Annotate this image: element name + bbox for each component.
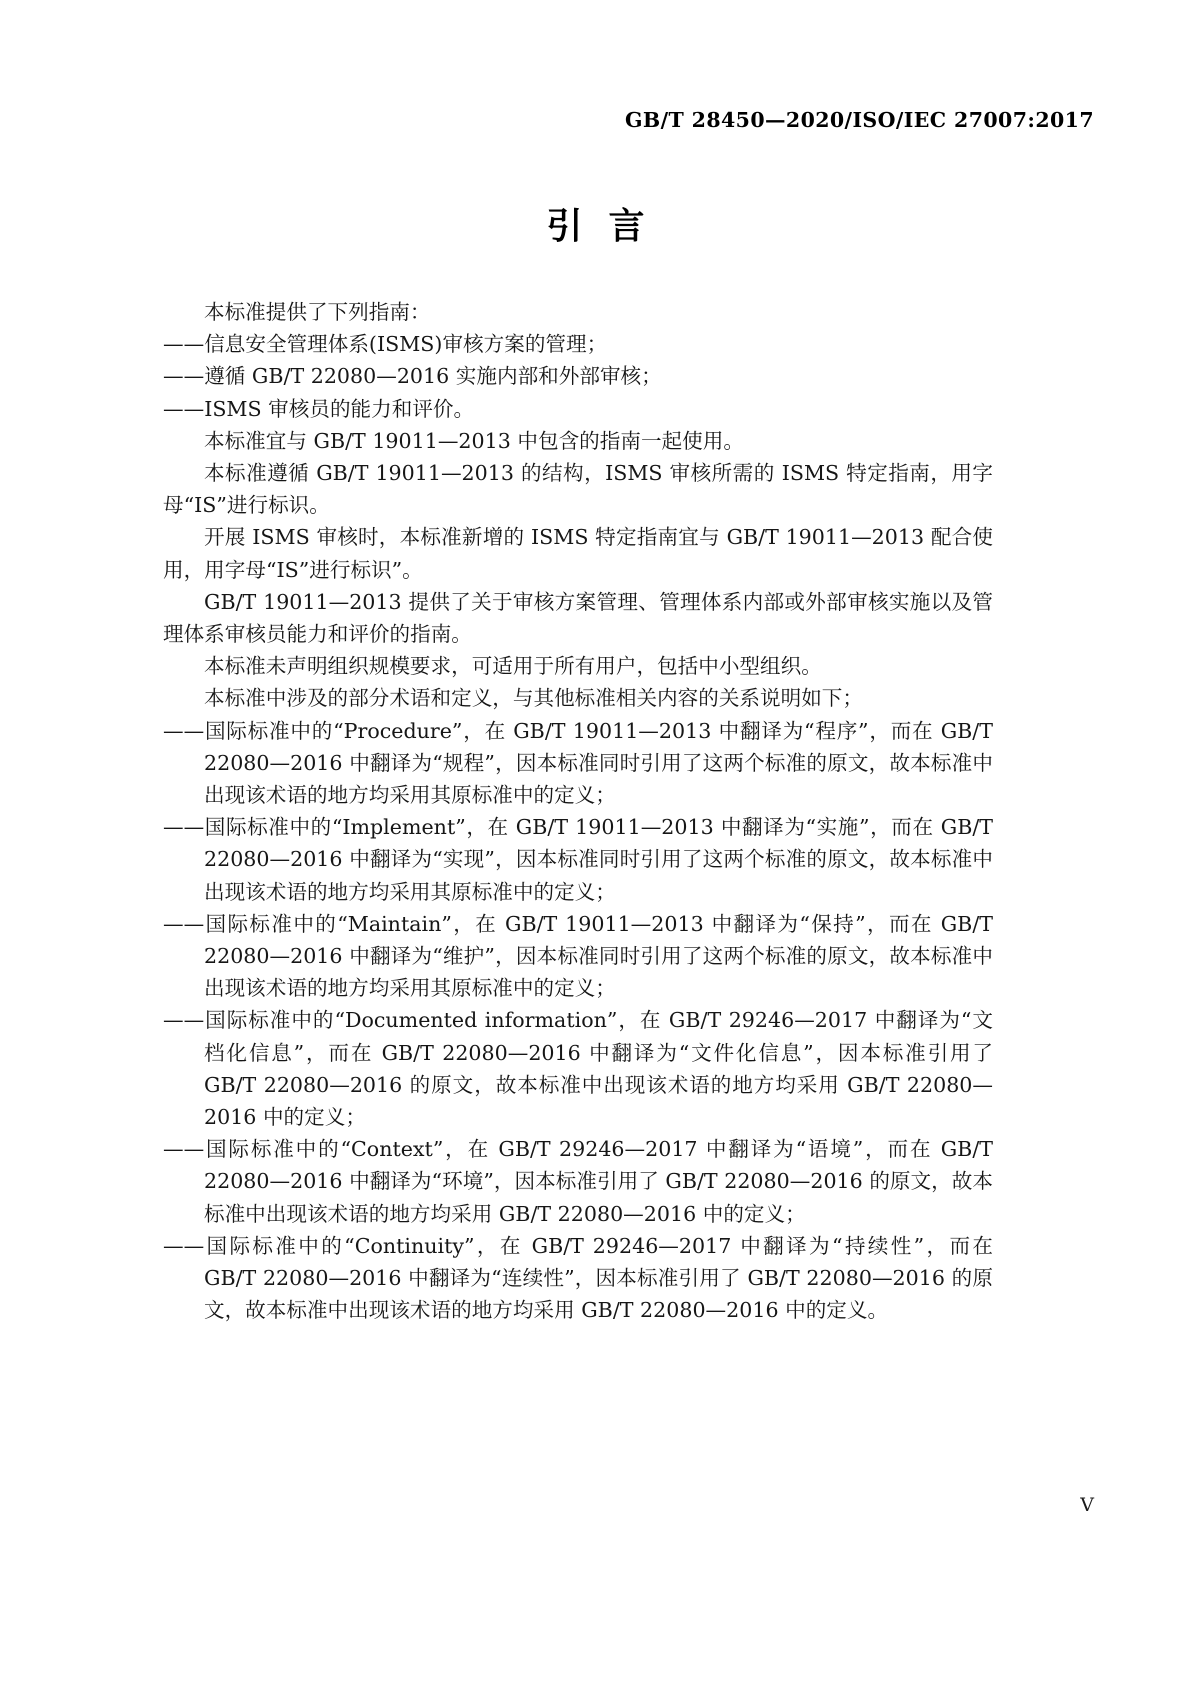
lead-list-item: ——ISMS 审核员的能力和评价。 [163, 396, 475, 421]
page-number: V [1080, 1494, 1094, 1516]
body-paragraph: GB/T 19011—2013 提供了关于审核方案管理、管理体系内部或外部审核实施以及管理体系审核员能力和评价的指南。 [163, 589, 993, 647]
running-header: GB/T 28450—2020/ISO/IEC 27007:2017 [624, 108, 1094, 132]
body-text [163, 296, 993, 1327]
term-list-item: ——国际标准中的“Documented information”，在 GB/T 29246—2017 中翻译为“文档化信息”，而在 GB/T 22080—2016 中翻译为“文件化信息”，因本标准引用了 GB/T 22080—2016 的原文，故本标准中出现该术语的地方均采用 GB/T 22080—2016 中的定义； [163, 1008, 993, 1130]
lead-list-item: ——信息安全管理体系(ISMS)审核方案的管理； [163, 332, 608, 357]
body-paragraph: 本标准遵循 GB/T 19011—2013 的结构，ISMS 审核所需的 ISMS 特定指南，用字母“IS”进行标识。 [163, 461, 993, 518]
term-list-item: ——国际标准中的“Maintain”，在 GB/T 19011—2013 中翻译为“保持”，而在 GB/T 22080—2016 中翻译为“维护”，因本标准同时引用了这两个标准的原文，故本标准中出现该术语的地方均采用其原标准中的定义； [163, 911, 993, 1001]
intro-lead-paragraph: 本标准提供了下列指南： [204, 300, 431, 324]
term-list-item: ——国际标准中的“Continuity”，在 GB/T 29246—2017 中翻译为“持续性”，而在 GB/T 22080—2016 中翻译为“连续性”，因本标准引用了 GB/T 22080—2016 的原文，故本标准中出现该术语的地方均采用 GB/T 22080—2016 中的定义。 [163, 1233, 993, 1323]
page-title: 引言 [546, 206, 671, 247]
body-paragraph: 本标准未声明组织规模要求，可适用于所有用户，包括中小型组织。 [204, 654, 822, 679]
term-list-item: ——国际标准中的“Implement”，在 GB/T 19011—2013 中翻译为“实施”，而在 GB/T 22080—2016 中翻译为“实现”，因本标准同时引用了这两个标准的原文，故本标准中出现该术语的地方均采用其原标准中的定义； [163, 815, 993, 904]
body-paragraph: 本标准宜与 GB/T 19011—2013 中包含的指南一起使用。 [204, 428, 744, 453]
term-list-item: ——国际标准中的“Context”，在 GB/T 29246—2017 中翻译为“语境”，而在 GB/T 22080—2016 中翻译为“环境”，因本标准引用了 GB/T 22080—2016 的原文，故本标准中出现该术语的地方均采用 GB/T 22080—2016 中的定义； [163, 1137, 993, 1226]
term-list-item: ——国际标准中的“Procedure”，在 GB/T 19011—2013 中翻译为“程序”，而在 GB/T 22080—2016 中翻译为“规程”，因本标准同时引用了这两个标准的原文，故本标准中出现该术语的地方均采用其原标准中的定义； [163, 718, 993, 808]
lead-list-item: ——遵循 GB/T 22080—2016 实施内部和外部审核； [163, 364, 662, 389]
body-paragraph: 开展 ISMS 审核时，本标准新增的 ISMS 特定指南宜与 GB/T 19011—2013 配合使用，用字母“IS”进行标识”。 [163, 525, 993, 582]
body-paragraph: 本标准中涉及的部分术语和定义，与其他标准相关内容的关系说明如下； [204, 686, 863, 711]
